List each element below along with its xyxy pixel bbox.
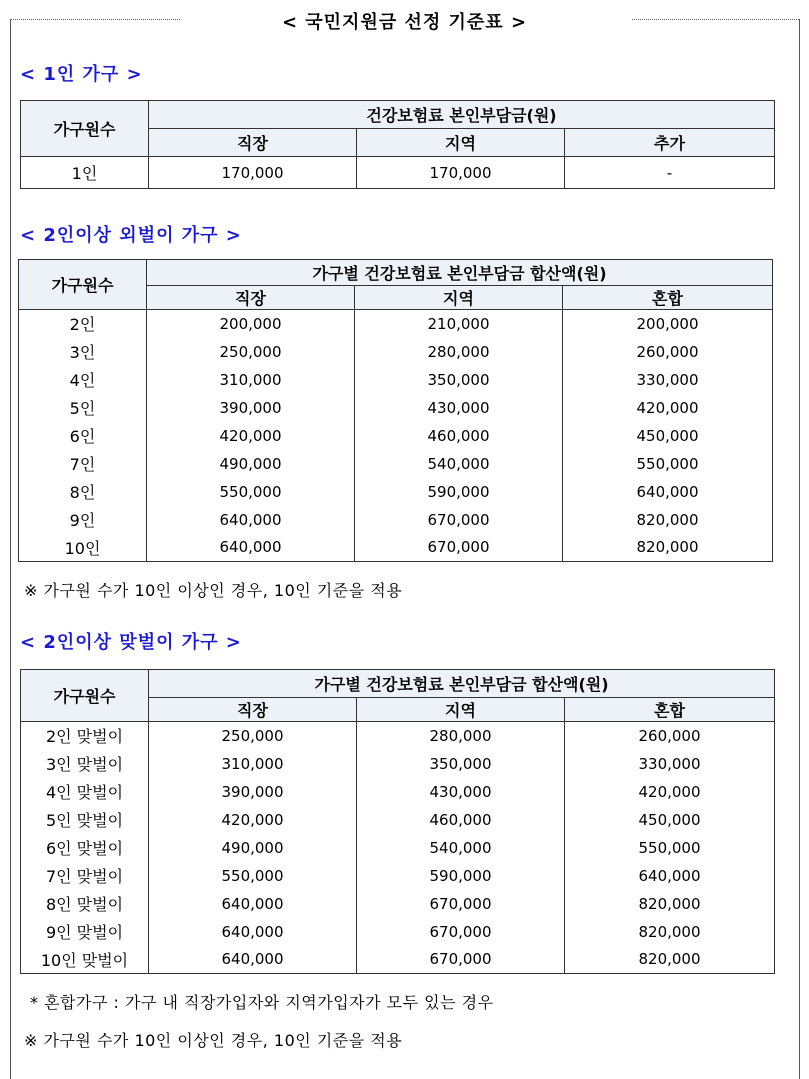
cell-region: 540,000 [357,834,565,862]
cell-region: 590,000 [357,862,565,890]
col-household: 가구원수 [21,670,149,722]
cell-mixed: 640,000 [563,478,773,506]
table-row [19,450,773,478]
cell-mixed: 820,000 [565,918,775,946]
cell-mixed: 550,000 [563,450,773,478]
cell-count: 5인 [19,394,147,422]
cell-count: 4인 [19,366,147,394]
cell-region: 670,000 [355,534,563,562]
cell-work: 200,000 [147,310,355,338]
col-household: 가구원수 [19,260,147,310]
cell-count: 3인 맞벌이 [21,750,149,778]
cell-work: 640,000 [149,918,357,946]
cell-region: 460,000 [357,806,565,834]
cell-work: 390,000 [149,778,357,806]
cell-count: 8인 [19,478,147,506]
col-work: 직장 [149,129,357,157]
cell-mixed: 450,000 [563,422,773,450]
cell-work: 640,000 [147,506,355,534]
group-header: 가구별 건강보험료 본인부담금 합산액(원) [149,670,775,698]
cell-count: 3인 [19,338,147,366]
col-household: 가구원수 [21,101,149,157]
cell-region: 670,000 [357,890,565,918]
table-row [21,946,775,974]
cell-region: 670,000 [357,946,565,974]
cell-work: 550,000 [147,478,355,506]
cell-count: 1인 [21,157,149,189]
table-single [20,100,775,189]
table-single-income [18,259,773,562]
group-header: 가구별 건강보험료 본인부담금 합산액(원) [147,260,773,286]
table-row [21,157,775,189]
cell-work: 640,000 [147,534,355,562]
col-work: 직장 [149,698,357,722]
table-row [21,834,775,862]
col-work: 직장 [147,286,355,310]
table-row [19,478,773,506]
cell-region: 350,000 [357,750,565,778]
table-row [19,338,773,366]
cell-mixed: 820,000 [565,890,775,918]
cell-work: 640,000 [149,946,357,974]
table-row [19,366,773,394]
page-title: < 국민지원금 선정 기준표 > [281,12,528,33]
table-row [19,534,773,562]
cell-region: 170,000 [357,157,565,189]
table-row [19,422,773,450]
cell-region: 430,000 [357,778,565,806]
cell-count: 9인 [19,506,147,534]
cell-mixed: 820,000 [563,534,773,562]
table-row [21,862,775,890]
cell-region: 350,000 [355,366,563,394]
cell-count: 5인 맞벌이 [21,806,149,834]
cell-mixed: 640,000 [565,862,775,890]
table-row [19,310,773,338]
cell-mixed: 260,000 [563,338,773,366]
cell-work: 550,000 [149,862,357,890]
cell-count: 2인 [19,310,147,338]
cell-count: 7인 [19,450,147,478]
table-row [21,806,775,834]
cell-count: 6인 맞벌이 [21,834,149,862]
cell-count: 10인 [19,534,147,562]
cell-work: 250,000 [147,338,355,366]
section-heading-single-income: < 2인이상 외벌이 가구 > [20,225,242,246]
cell-work: 170,000 [149,157,357,189]
cell-mixed: 200,000 [563,310,773,338]
cell-work: 250,000 [149,722,357,750]
cell-mixed: 820,000 [565,946,775,974]
table-row [21,890,775,918]
cell-count: 4인 맞벌이 [21,778,149,806]
table-row [21,722,775,750]
cell-mixed: 330,000 [565,750,775,778]
note-mixed-household: * 혼합가구 : 가구 내 직장가입자와 지역가입자가 모두 있는 경우 [30,993,494,1012]
cell-region: 430,000 [355,394,563,422]
col-region: 지역 [355,286,563,310]
cell-work: 310,000 [149,750,357,778]
cell-work: 490,000 [147,450,355,478]
col-region: 지역 [357,129,565,157]
cell-work: 490,000 [149,834,357,862]
table-dual-income [20,669,775,974]
cell-count: 10인 맞벌이 [21,946,149,974]
cell-region: 280,000 [355,338,563,366]
cell-mixed: 820,000 [563,506,773,534]
group-header: 건강보험료 본인부담금(원) [149,101,775,129]
cell-mixed: 420,000 [563,394,773,422]
cell-region: 670,000 [355,506,563,534]
cell-count: 7인 맞벌이 [21,862,149,890]
note-max-household: ※ 가구원 수가 10인 이상인 경우, 10인 기준을 적용 [24,1031,403,1050]
cell-region: 280,000 [357,722,565,750]
cell-work: 310,000 [147,366,355,394]
table-row [19,506,773,534]
cell-work: 390,000 [147,394,355,422]
table-row [19,394,773,422]
cell-count: 6인 [19,422,147,450]
cell-extra: - [565,157,775,189]
cell-mixed: 550,000 [565,834,775,862]
cell-mixed: 330,000 [563,366,773,394]
cell-mixed: 420,000 [565,778,775,806]
cell-work: 420,000 [149,806,357,834]
cell-region: 540,000 [355,450,563,478]
col-mixed: 혼합 [563,286,773,310]
note-max-household: ※ 가구원 수가 10인 이상인 경우, 10인 기준을 적용 [24,581,403,600]
col-mixed: 혼합 [565,698,775,722]
cell-mixed: 450,000 [565,806,775,834]
cell-region: 670,000 [357,918,565,946]
cell-count: 8인 맞벌이 [21,890,149,918]
cell-region: 210,000 [355,310,563,338]
cell-region: 590,000 [355,478,563,506]
table-row [21,750,775,778]
cell-count: 2인 맞벌이 [21,722,149,750]
cell-work: 640,000 [149,890,357,918]
cell-region: 460,000 [355,422,563,450]
section-heading-dual-income: < 2인이상 맞벌이 가구 > [20,632,242,653]
section-heading-single: < 1인 가구 > [20,64,143,85]
cell-count: 9인 맞벌이 [21,918,149,946]
col-extra: 추가 [565,129,775,157]
cell-mixed: 260,000 [565,722,775,750]
col-region: 지역 [357,698,565,722]
cell-work: 420,000 [147,422,355,450]
table-row [21,918,775,946]
table-row [21,778,775,806]
